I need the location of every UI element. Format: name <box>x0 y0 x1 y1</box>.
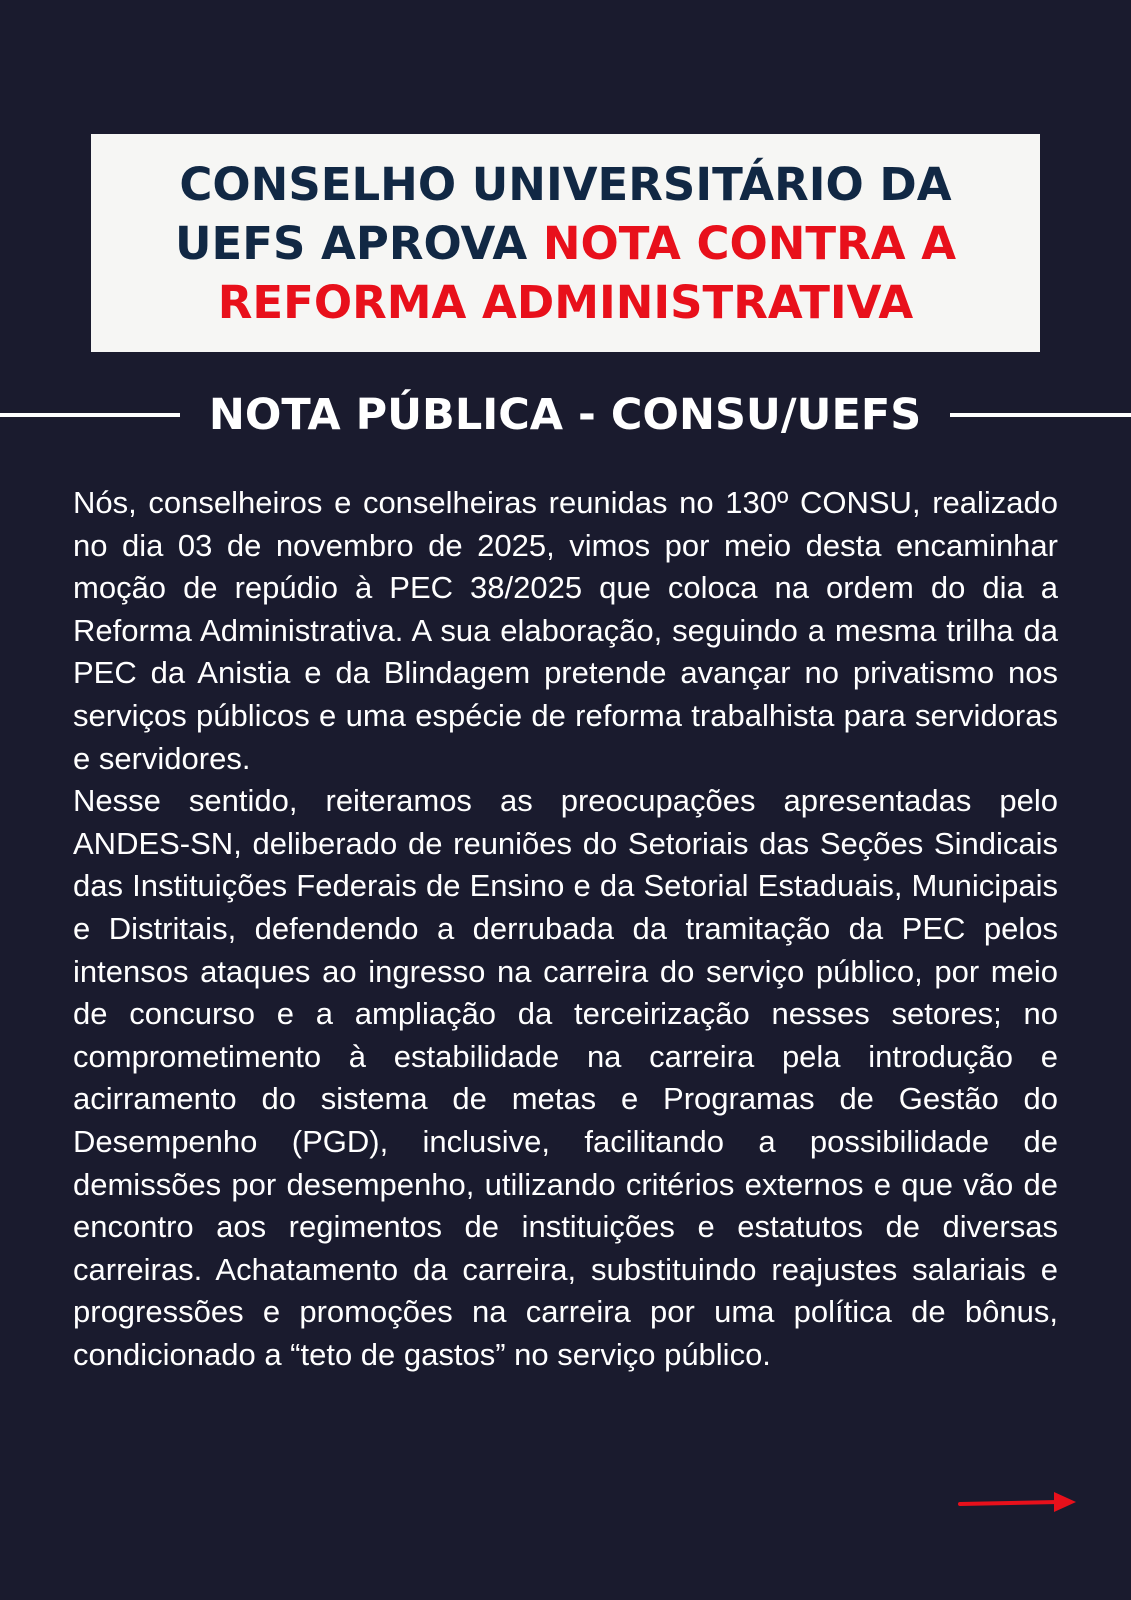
headline-line-2-dark: UEFS APROVA <box>174 216 543 270</box>
headline <box>116 155 1016 332</box>
body-text <box>73 482 1058 1376</box>
headline-line-1: CONSELHO UNIVERSITÁRIO DA <box>179 157 952 211</box>
subtitle: NOTA PÚBLICA - CONSU/UEFS <box>208 390 922 440</box>
headline-line-3-red: REFORMA ADMINISTRATIVA <box>217 275 914 329</box>
arrow-right-icon[interactable] <box>958 1491 1078 1517</box>
paragraph-1: Nós, conselheiros e conselheiras reunidas no 130º CONSU, realizado no dia 03 de novembro de 2025, vimos por meio desta encaminhar moção de repúdio à PEC 38/2025 que coloca na ordem do dia a Reforma Administrativa. A sua elaboração, seguindo a mesma trilha da PEC da Anistia e da Blindagem pretende avançar no privatismo nos serviços públicos e uma espécie de reforma trabalhista para servidoras e servidores. <box>73 485 1058 776</box>
headline-box <box>91 134 1040 352</box>
subtitle-rule-right <box>950 413 1131 417</box>
subtitle-row <box>0 385 1131 455</box>
headline-line-2-red: NOTA CONTRA A <box>542 216 957 270</box>
paragraph-2: Nesse sentido, reiteramos as preocupações apresentadas pelo ANDES-SN, deliberado de reuniões do Setoriais das Seções Sindicais das Instituições Federais de Ensino e da Setorial Estaduais, Municipais e Distritais, defendendo a derrubada da tramitação da PEC pelos intensos ataques ao ingresso na carreira do serviço público, por meio de concurso e a ampliação da terceirização nesses setores; no comprometimento à estabilidade na carreira pela introdução e acirramento do sistema de metas e Programas de Gestão do Desempenho (PGD), inclusive, facilitando a possibilidade de demissões por desempenho, utilizando critérios externos e que vão de encontro aos regimentos de instituições e estatutos de diversas carreiras. Achatamento da carreira, substituindo reajustes salariais e progressões e promoções na carreira por uma política de bônus, condicionado a “teto de gastos” no serviço público. <box>73 783 1058 1372</box>
subtitle-rule-left <box>0 413 180 417</box>
